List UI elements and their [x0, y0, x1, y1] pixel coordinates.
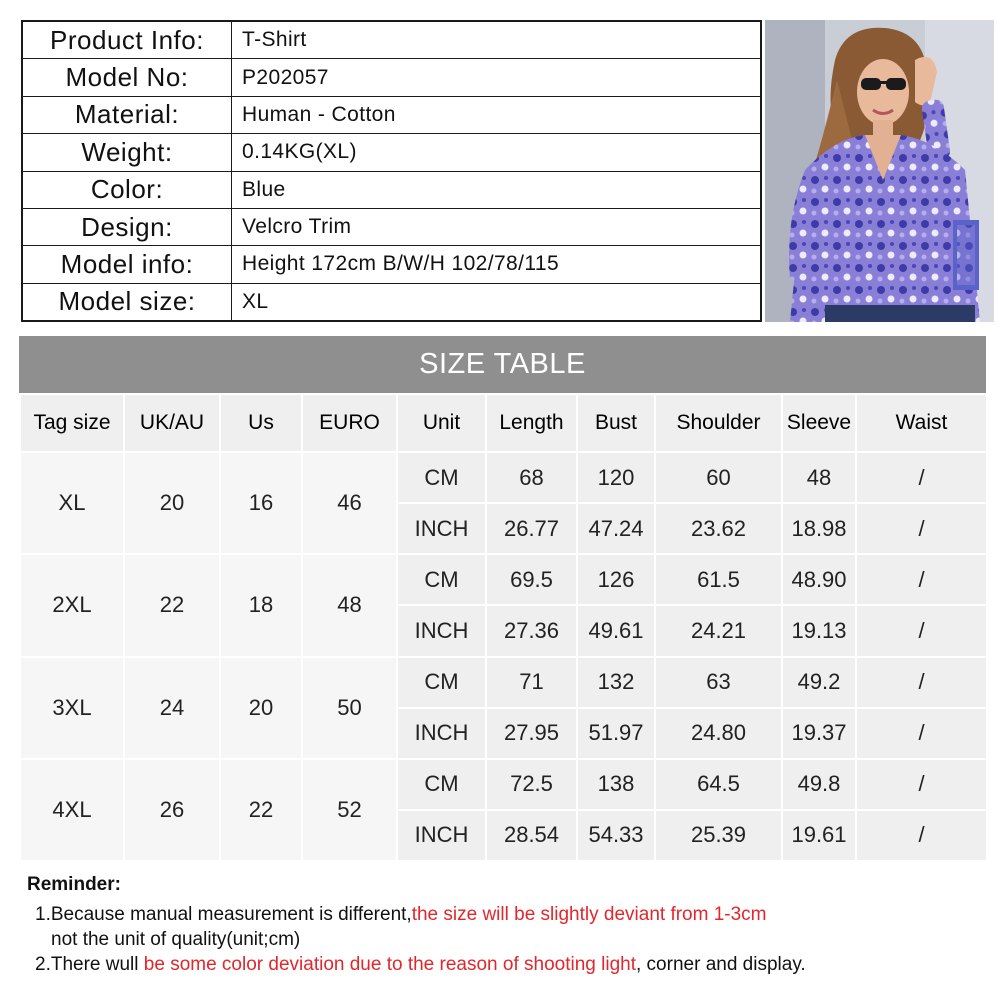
shoulder-cell: 60	[655, 452, 782, 503]
shoulder-cell: 25.39	[655, 810, 782, 861]
length-cell: 27.95	[486, 708, 577, 759]
reminder-title: Reminder:	[27, 874, 121, 895]
sleeve-cell: 19.37	[782, 708, 856, 759]
us-cell: 20	[220, 657, 302, 759]
waist-cell: /	[856, 452, 987, 503]
size-table-header	[20, 394, 987, 452]
sleeve-cell: 49.2	[782, 657, 856, 708]
shoulder-cell: 63	[655, 657, 782, 708]
waist-cell: /	[856, 503, 987, 554]
sleeve-cell: 48.90	[782, 554, 856, 605]
info-label: Material:	[23, 97, 232, 133]
sleeve-cell: 48	[782, 452, 856, 503]
tag-size-cell: 4XL	[20, 759, 124, 861]
info-row-product	[23, 22, 760, 59]
info-label: Model info:	[23, 246, 232, 282]
info-label: Model No:	[23, 59, 232, 95]
table-row	[20, 657, 987, 708]
us-cell: 22	[220, 759, 302, 861]
unit-cell: INCH	[397, 605, 486, 656]
header-us: Us	[220, 394, 302, 452]
reminder-text: , corner and display.	[636, 954, 806, 975]
info-value: 0.14KG(XL)	[242, 140, 357, 164]
info-value: Human - Cotton	[242, 102, 396, 126]
product-info-table	[21, 20, 762, 322]
table-row	[20, 452, 987, 503]
unit-cell: INCH	[397, 810, 486, 861]
tag-size-cell: 2XL	[20, 554, 124, 656]
header-euro: EURO	[302, 394, 397, 452]
bust-cell: 120	[577, 452, 655, 503]
shoulder-cell: 24.21	[655, 605, 782, 656]
bust-cell: 54.33	[577, 810, 655, 861]
info-label: Weight:	[23, 134, 232, 170]
sleeve-cell: 49.8	[782, 759, 856, 810]
info-row-material	[23, 97, 760, 134]
header-length: Length	[486, 394, 577, 452]
info-value: XL	[242, 289, 269, 313]
info-value: Blue	[242, 177, 286, 201]
info-value: Height 172cm B/W/H 102/78/115	[242, 252, 560, 276]
reminder-highlight: be some color deviation due to the reason of shooting light	[143, 954, 636, 975]
waist-cell: /	[856, 657, 987, 708]
waist-cell: /	[856, 554, 987, 605]
length-cell: 68	[486, 452, 577, 503]
waist-cell: /	[856, 759, 987, 810]
header-waist: Waist	[856, 394, 987, 452]
us-cell: 16	[220, 452, 302, 554]
sleeve-cell: 19.61	[782, 810, 856, 861]
reminder-section	[27, 874, 987, 977]
shoulder-cell: 23.62	[655, 503, 782, 554]
sleeve-cell: 19.13	[782, 605, 856, 656]
reminder-text: 1.Because manual measurement is different,	[35, 904, 412, 925]
tag-size-cell: 3XL	[20, 657, 124, 759]
bust-cell: 49.61	[577, 605, 655, 656]
length-cell: 28.54	[486, 810, 577, 861]
info-row-model-info	[23, 246, 760, 283]
shoulder-cell: 24.80	[655, 708, 782, 759]
header-unit: Unit	[397, 394, 486, 452]
uk-au-cell: 20	[124, 452, 220, 554]
table-row	[20, 554, 987, 605]
info-row-weight	[23, 134, 760, 171]
waist-cell: /	[856, 810, 987, 861]
info-row-model-size	[23, 284, 760, 320]
info-label: Model size:	[23, 284, 232, 320]
bust-cell: 132	[577, 657, 655, 708]
waist-cell: /	[856, 708, 987, 759]
euro-cell: 50	[302, 657, 397, 759]
header-shoulder: Shoulder	[655, 394, 782, 452]
unit-cell: CM	[397, 452, 486, 503]
bust-cell: 47.24	[577, 503, 655, 554]
model-photo-illustration	[765, 20, 994, 322]
info-row-design	[23, 209, 760, 246]
unit-cell: INCH	[397, 708, 486, 759]
unit-cell: CM	[397, 554, 486, 605]
bust-cell: 126	[577, 554, 655, 605]
info-label: Design:	[23, 209, 232, 245]
unit-cell: CM	[397, 657, 486, 708]
unit-cell: CM	[397, 759, 486, 810]
size-table	[19, 393, 988, 862]
reminder-highlight: the size will be slightly deviant from 1-3cm	[411, 904, 767, 925]
length-cell: 72.5	[486, 759, 577, 810]
waist-cell: /	[856, 605, 987, 656]
euro-cell: 52	[302, 759, 397, 861]
euro-cell: 48	[302, 554, 397, 656]
shoulder-cell: 61.5	[655, 554, 782, 605]
bust-cell: 138	[577, 759, 655, 810]
reminder-line-2	[35, 952, 987, 977]
shoulder-cell: 64.5	[655, 759, 782, 810]
table-row	[20, 759, 987, 810]
header-tag-size: Tag size	[20, 394, 124, 452]
bust-cell: 51.97	[577, 708, 655, 759]
sleeve-cell: 18.98	[782, 503, 856, 554]
header-uk-au: UK/AU	[124, 394, 220, 452]
info-row-model-no	[23, 59, 760, 96]
uk-au-cell: 22	[124, 554, 220, 656]
reminder-text: 2.There wull	[35, 954, 144, 975]
info-row-color	[23, 172, 760, 209]
tag-size-cell: XL	[20, 452, 124, 554]
info-value: Velcro Trim	[242, 215, 352, 239]
unit-cell: INCH	[397, 503, 486, 554]
reminder-line-1-cont: not the unit of quality(unit;cm)	[51, 929, 301, 950]
uk-au-cell: 24	[124, 657, 220, 759]
info-label: Product Info:	[23, 22, 232, 58]
info-label: Color:	[23, 172, 232, 208]
length-cell: 26.77	[486, 503, 577, 554]
model-photo	[765, 20, 994, 322]
size-table-title: SIZE TABLE	[19, 336, 986, 393]
header-bust: Bust	[577, 394, 655, 452]
euro-cell: 46	[302, 452, 397, 554]
info-value: P202057	[242, 65, 329, 89]
header-sleeve: Sleeve	[782, 394, 856, 452]
info-value: T-Shirt	[242, 28, 307, 52]
length-cell: 27.36	[486, 605, 577, 656]
reminder-line-1	[35, 902, 987, 927]
uk-au-cell: 26	[124, 759, 220, 861]
length-cell: 69.5	[486, 554, 577, 605]
length-cell: 71	[486, 657, 577, 708]
us-cell: 18	[220, 554, 302, 656]
